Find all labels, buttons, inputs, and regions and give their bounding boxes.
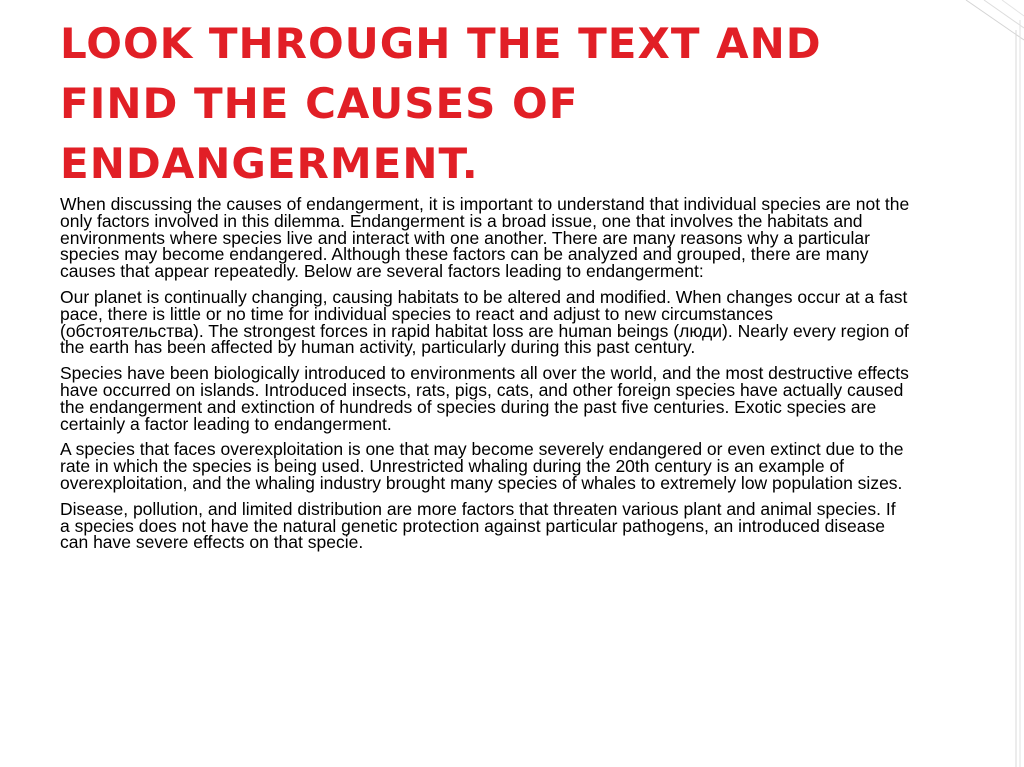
paragraph-disease-pollution: Disease, pollution, and limited distribution are more factors that threaten various plant and animal species. If a species does not have the natural genetic protection against particular pathogens, an introduced disease can have severe effects on that specie. xyxy=(60,498,896,553)
paragraph-overexploitation: A species that faces overexploitation is one that may become severely endangered or even extinct due to the rate in which the species is being used. Unrestricted whaling during the 20th century is an example of overexploitation, and the whaling industry brought many species of whales to extremely low population sizes. xyxy=(60,439,904,493)
paragraph-intro: When discussing the causes of endangerment, it is important to understand that individual species are not the only factors involved in this dilemma. Endangerment is a broad issue, one that involves the habitats and environments where species live and interact with one another. There are many reasons why a particular species may become endangered. Although these factors can be analyzed and grouped, there are many causes that appear repeatedly. Below are several factors leading to endangerment: xyxy=(60,194,910,282)
corner-decoration xyxy=(964,0,1024,767)
slide-body xyxy=(60,196,910,560)
paragraph-introduced-species: Species have been biologically introduced to environments all over the world, and the most destructive effects have occurred on islands. Introduced insects, rats, pigs, cats, and other foreign species have actually caused the endangerment and extinction of hundreds of species during the past five centuries. Exotic species are certainly a factor leading to endangerment. xyxy=(60,363,909,434)
slide-title: LOOK THROUGH THE TEXT AND FIND THE CAUSES OF ENDANGERMENT. xyxy=(60,19,822,188)
paragraph-habitat-loss: Our planet is continually changing, causing habitats to be altered and modified. When changes occur at a fast pace, there is little or no time for individual species to react and adjust to new circumstances (обстоятельства). The strongest forces in rapid habitat loss are human beings (люди). Nearly every region of the earth has been affected by human activity, particularly during this past century. xyxy=(60,286,909,358)
